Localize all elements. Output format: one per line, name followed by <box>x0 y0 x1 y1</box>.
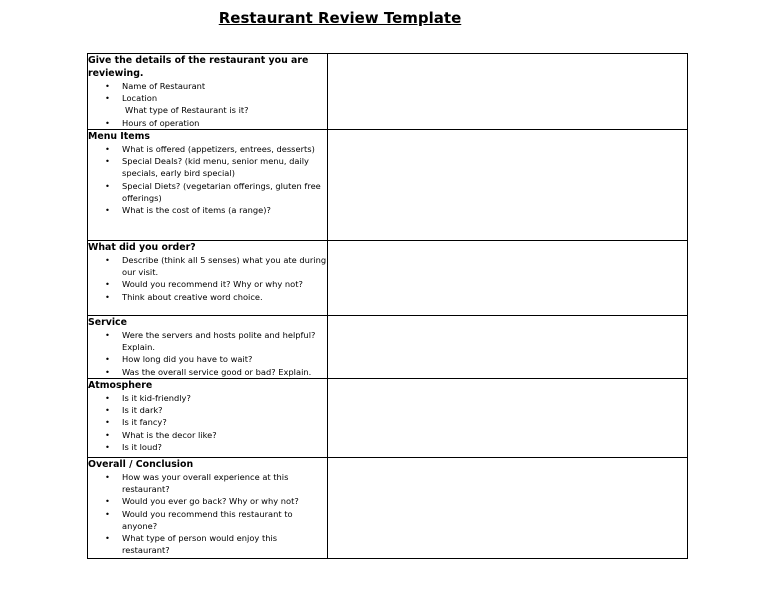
answer-cell[interactable] <box>328 458 688 559</box>
section-heading: Overall / Conclusion <box>88 459 194 470</box>
table-row <box>88 458 688 559</box>
answer-cell[interactable] <box>328 54 688 130</box>
prompt-cell <box>88 316 328 379</box>
answer-cell[interactable] <box>328 130 688 241</box>
list-item: • Is it dark? <box>88 404 327 416</box>
review-table <box>87 53 688 559</box>
list-item: • What type of person would enjoy this restaurant? <box>88 532 327 556</box>
list-item: • How was your overall experience at this restaurant? <box>88 471 327 495</box>
list-item: • What is the cost of items (a range)? <box>88 204 327 216</box>
list-item: • Is it fancy? <box>88 416 327 428</box>
page-title: Restaurant Review Template <box>218 9 462 27</box>
section-heading: Menu Items <box>88 131 150 142</box>
table-row <box>88 130 688 241</box>
prompt-list <box>88 329 327 378</box>
section-heading: Atmosphere <box>88 380 153 391</box>
prompt-cell <box>88 379 328 458</box>
prompt-cell <box>88 241 328 316</box>
table-row <box>88 379 688 458</box>
prompt-cell <box>88 130 328 241</box>
list-item: • Hours of operation <box>88 117 327 129</box>
section-heading: Service <box>88 317 127 328</box>
list-item: • Describe (think all 5 senses) what you ate during our visit. <box>88 254 327 278</box>
answer-cell[interactable] <box>328 316 688 379</box>
list-item: • Would you recommend it? Why or why not? <box>88 278 327 290</box>
table-row <box>88 241 688 316</box>
list-item: • What is offered (appetizers, entrees, desserts) <box>88 143 327 155</box>
list-item: • Would you recommend this restaurant to anyone? <box>88 508 327 532</box>
list-item: • Is it kid-friendly? <box>88 392 327 404</box>
section-heading: What did you order? <box>88 242 196 253</box>
prompt-cell <box>88 458 328 559</box>
prompt-list <box>88 254 327 303</box>
list-item: What type of Restaurant is it? <box>125 105 249 116</box>
answer-cell[interactable] <box>328 379 688 458</box>
list-item: • Is it loud? <box>88 441 327 453</box>
prompt-cell <box>88 54 328 130</box>
list-item: • How long did you have to wait? <box>88 353 327 365</box>
list-item: • Were the servers and hosts polite and helpful? Explain. <box>88 329 327 353</box>
prompt-list <box>88 471 327 556</box>
answer-cell[interactable] <box>328 241 688 316</box>
list-item: • Location <box>88 92 327 104</box>
prompt-list <box>88 80 327 129</box>
list-item: • Was the overall service good or bad? Explain. <box>88 366 327 378</box>
prompt-list <box>88 143 327 216</box>
table-row <box>88 316 688 379</box>
list-item: • Would you ever go back? Why or why not? <box>88 495 327 507</box>
section-heading: Give the details of the restaurant you are reviewing. <box>88 55 309 79</box>
prompt-list <box>88 392 327 453</box>
list-item: • Think about creative word choice. <box>88 291 327 303</box>
list-item: • What is the decor like? <box>88 429 327 441</box>
list-item: • Special Diets? (vegetarian offerings, gluten free offerings) <box>88 180 327 204</box>
list-item: • Special Deals? (kid menu, senior menu, daily specials, early bird special) <box>88 155 327 179</box>
list-item: • Name of Restaurant <box>88 80 327 92</box>
table-row <box>88 54 688 130</box>
